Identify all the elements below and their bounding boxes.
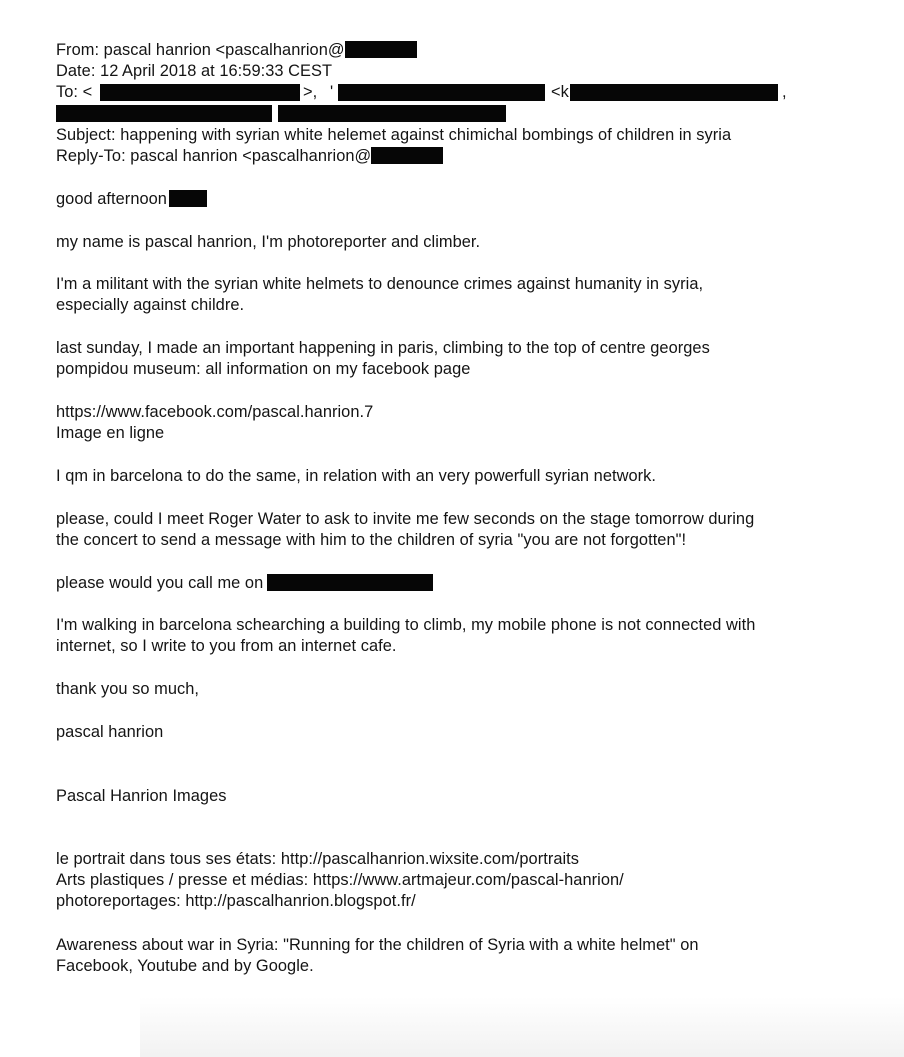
to-separator: , (782, 83, 787, 101)
page-shadow (140, 997, 904, 1057)
greeting-line (56, 189, 207, 209)
paragraph-line: the concert to send a message with him to the children of syria "you are not forgotten"! (56, 531, 687, 549)
call-me-text: please would you call me on (56, 574, 264, 592)
paragraph-line: last sunday, I made an important happening in paris, climbing to the top of centre georges (56, 339, 710, 357)
date-line: Date: 12 April 2018 at 16:59:33 CEST (56, 62, 333, 80)
paragraph-line: I'm a militant with the syrian white helmets to denounce crimes against humanity in syria, (56, 275, 704, 293)
redaction-box (371, 147, 443, 164)
redaction-box (56, 105, 272, 122)
to-separator: >, (303, 83, 318, 101)
redaction-box (267, 574, 433, 591)
intro-line: my name is pascal hanrion, I'm photoreporter and climber. (56, 233, 481, 251)
signature-portrait-link[interactable]: le portrait dans tous ses états: http://pascalhanrion.wixsite.com/portraits (56, 850, 580, 868)
redaction-box (169, 190, 207, 207)
paragraph-line: I'm walking in barcelona schearching a building to climb, my mobile phone is not connected with (56, 616, 756, 634)
to-separator: ' (330, 83, 334, 101)
sender-name: pascal hanrion (56, 723, 164, 741)
from-text: From: pascal hanrion <pascalhanrion@ (56, 41, 345, 59)
redaction-box (345, 41, 417, 58)
paragraph-line: I qm in barcelona to do the same, in relation with an very powerfull syrian network. (56, 467, 657, 485)
signature-company: Pascal Hanrion Images (56, 787, 227, 805)
to-text: To: < (56, 83, 93, 101)
to-line (56, 82, 92, 102)
call-me-line (56, 573, 433, 593)
thanks-line: thank you so much, (56, 680, 200, 698)
facebook-link[interactable]: https://www.facebook.com/pascal.hanrion.7 (56, 403, 374, 421)
reply-to-line (56, 146, 443, 166)
image-online-text: Image en ligne (56, 424, 165, 442)
signature-blog-link[interactable]: photoreportages: http://pascalhanrion.blogspot.fr/ (56, 892, 416, 910)
paragraph-line: please, could I meet Roger Water to ask to invite me few seconds on the stage tomorrow during (56, 510, 755, 528)
greeting-text: good afternoon (56, 190, 167, 208)
from-line (56, 40, 417, 60)
redaction-box (338, 84, 545, 101)
signature-arts-link[interactable]: Arts plastiques / presse et médias: https://www.artmajeur.com/pascal-hanrion/ (56, 871, 624, 889)
redaction-box (278, 105, 506, 122)
redaction-box (570, 84, 778, 101)
paragraph-line: pompidou museum: all information on my facebook page (56, 360, 471, 378)
to-separator: <k (551, 83, 569, 101)
redaction-box (100, 84, 300, 101)
paragraph-line: internet, so I write to you from an internet cafe. (56, 637, 397, 655)
awareness-line: Facebook, Youtube and by Google. (56, 957, 314, 975)
awareness-line: Awareness about war in Syria: "Running for the children of Syria with a white helmet" on (56, 936, 699, 954)
subject-line: Subject: happening with syrian white helemet against chimichal bombings of children in syria (56, 126, 732, 144)
reply-to-text: Reply-To: pascal hanrion <pascalhanrion@ (56, 147, 372, 165)
paragraph-line: especially against childre. (56, 296, 245, 314)
